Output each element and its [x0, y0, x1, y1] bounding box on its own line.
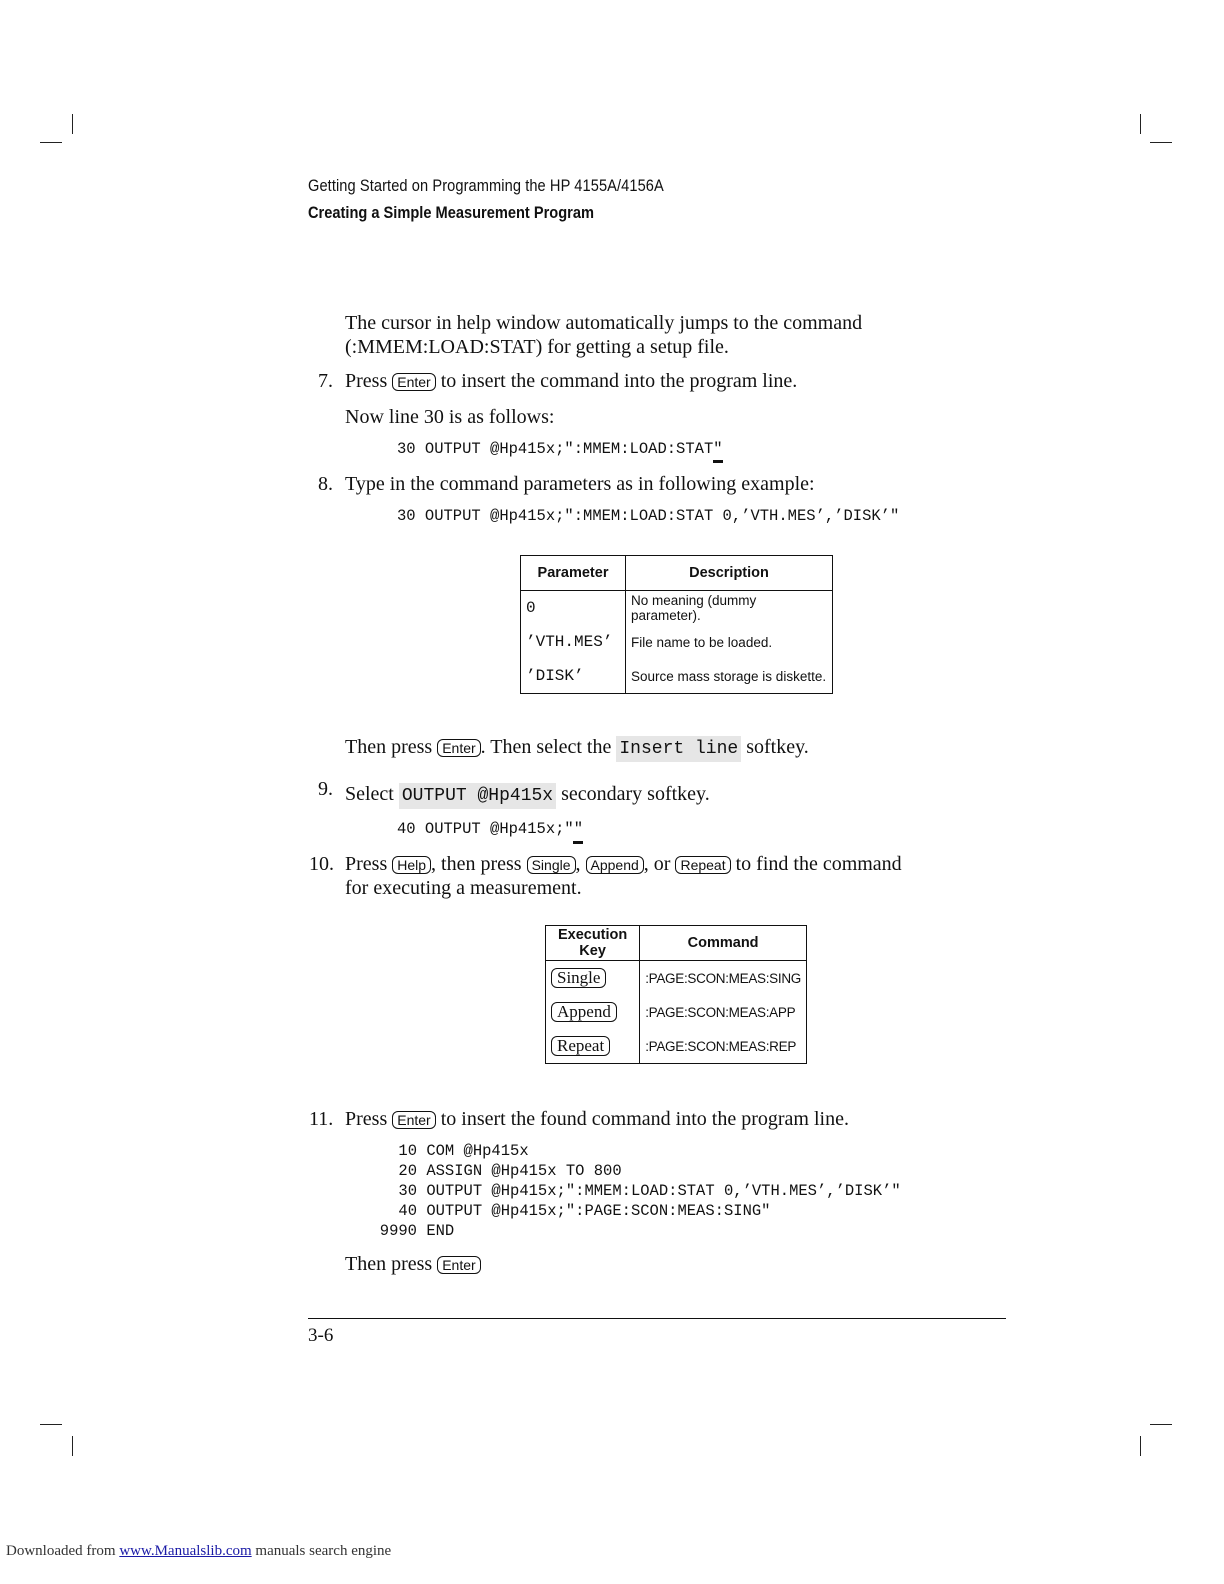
key-cell: [546, 995, 640, 1029]
step-8-code: 30 OUTPUT @Hp415x;":MMEM:LOAD:STAT 0,’VTH.MES’,’DISK’": [397, 507, 900, 525]
insert-line-softkey: Insert line: [616, 736, 741, 762]
then-press-insert-line: [345, 735, 809, 762]
program-listing: [370, 1141, 901, 1241]
key-cell: [546, 1029, 640, 1064]
table-row: [521, 625, 833, 659]
program-line: [370, 1201, 901, 1221]
help-key: Help: [392, 856, 431, 874]
step-11-press: Press: [345, 1108, 388, 1130]
running-header-chapter: Getting Started on Programming the HP 4155A/4156A: [308, 176, 664, 195]
header-command: Command: [640, 926, 807, 961]
execution-key-table: [545, 925, 807, 1064]
step-10-line-2: for executing a measurement.: [345, 877, 582, 899]
step-10-number: 10.: [309, 853, 334, 875]
single-key: Single: [551, 968, 606, 988]
command-cell: :PAGE:SCON:MEAS:SING: [645, 970, 801, 986]
enter-key: Enter: [437, 1256, 480, 1274]
then-text-b: . Then select the: [480, 736, 612, 758]
param-cell: ’DISK’: [521, 659, 626, 694]
repeat-key: Repeat: [675, 856, 730, 874]
execution-table-header: [546, 926, 807, 961]
footer-rule: [308, 1318, 1006, 1319]
line-number: 40: [398, 1202, 417, 1220]
command-cell: :PAGE:SCON:MEAS:REP: [645, 1038, 797, 1054]
manualslib-link[interactable]: www.Manualslib.com: [119, 1543, 252, 1559]
intro-line-2: (:MMEM:LOAD:STAT) for getting a setup file.: [345, 336, 729, 358]
step-7-press: Press: [345, 370, 388, 392]
line-statement: COM @Hp415x: [426, 1142, 529, 1160]
program-line: [370, 1161, 901, 1181]
table-row: [546, 1029, 807, 1064]
then-text-a: Then press: [345, 736, 433, 758]
desc-cell: Source mass storage is diskette.: [631, 668, 827, 684]
page-number: 3-6: [308, 1325, 334, 1346]
crop-mark-br-v: [1140, 1436, 1141, 1456]
then-press-enter: [345, 1252, 481, 1276]
footer-suffix: manuals search engine: [255, 1543, 392, 1559]
line-number: 20: [398, 1162, 417, 1180]
step-7-rest: to insert the command into the program line.: [440, 370, 798, 392]
step-10-or: , or: [643, 853, 671, 875]
desc-cell: No meaning (dummy parameter).: [631, 593, 757, 623]
step-8-text: Type in the command parameters as in following example:: [345, 473, 815, 495]
step-7-number: 7.: [318, 370, 333, 392]
crop-mark-bl-h: [40, 1424, 62, 1425]
append-key: Append: [586, 856, 644, 874]
enter-key: Enter: [392, 1111, 435, 1129]
then-text-c: softkey.: [746, 736, 809, 758]
line-statement: OUTPUT @Hp415x;":MMEM:LOAD:STAT 0,’VTH.MES’,’DISK’": [426, 1182, 901, 1200]
line-number: 10: [398, 1142, 417, 1160]
line-number: 30: [398, 1182, 417, 1200]
table-row: [546, 961, 807, 996]
step-11-number: 11.: [309, 1108, 334, 1130]
step-7-text: [345, 369, 797, 393]
download-footer: [6, 1543, 391, 1560]
crop-mark-br-h: [1150, 1424, 1172, 1425]
text-cursor-2: [573, 841, 583, 844]
table-row: [546, 995, 807, 1029]
step-9-select: Select: [345, 783, 394, 805]
append-key: Append: [551, 1002, 617, 1022]
step-10-press: Press: [345, 853, 388, 875]
repeat-key: Repeat: [551, 1036, 610, 1056]
desc-cell: File name to be loaded.: [631, 634, 773, 650]
step-10-then: , then press: [431, 853, 522, 875]
line-number: 9990: [379, 1222, 417, 1240]
param-cell: 0: [521, 591, 626, 626]
program-line: [370, 1141, 901, 1161]
intro-line-1: The cursor in help window automatically jumps to the command: [345, 312, 863, 334]
step-9-number: 9.: [318, 778, 333, 800]
header-description: Description: [626, 556, 833, 591]
then-text: Then press: [345, 1253, 433, 1275]
step-9-text: [345, 782, 710, 809]
enter-key: Enter: [437, 739, 480, 757]
table-row: [521, 591, 833, 626]
parameter-table: [520, 555, 833, 694]
step-9-rest: secondary softkey.: [561, 783, 710, 805]
step-11-text: [345, 1107, 849, 1131]
parameter-table-header: [521, 556, 833, 591]
line-statement: OUTPUT @Hp415x;":PAGE:SCON:MEAS:SING": [426, 1202, 771, 1220]
header-execution-key: Execution Key: [546, 926, 640, 961]
key-cell: [546, 961, 640, 996]
single-key: Single: [527, 856, 576, 874]
step-11-rest: to insert the found command into the program line.: [440, 1108, 849, 1130]
step-10-rest: to find the command: [735, 853, 902, 875]
crop-mark-tl-v: [72, 114, 73, 134]
step-10-text: [345, 852, 902, 876]
footer-prefix: Downloaded from: [6, 1543, 116, 1559]
line-statement: END: [426, 1222, 455, 1240]
program-line: [370, 1181, 901, 1201]
command-cell: :PAGE:SCON:MEAS:APP: [645, 1004, 796, 1020]
crop-mark-tl-h: [40, 142, 62, 143]
text-cursor-1: [713, 460, 723, 463]
program-line: [370, 1221, 901, 1241]
step-8-number: 8.: [318, 473, 333, 495]
header-parameter: Parameter: [521, 556, 626, 591]
step-10-comma: ,: [575, 853, 581, 875]
crop-mark-tr-h: [1150, 142, 1172, 143]
table-row: [521, 659, 833, 694]
step-7-code: 30 OUTPUT @Hp415x;":MMEM:LOAD:STAT": [397, 440, 723, 458]
output-hp415x-softkey: OUTPUT @Hp415x: [399, 783, 556, 809]
crop-mark-tr-v: [1140, 114, 1141, 134]
running-header-section: Creating a Simple Measurement Program: [308, 203, 594, 222]
param-cell: ’VTH.MES’: [521, 625, 626, 659]
line-statement: ASSIGN @Hp415x TO 800: [426, 1162, 622, 1180]
step-9-code: 40 OUTPUT @Hp415x;"": [397, 820, 584, 838]
enter-key: Enter: [392, 373, 435, 391]
crop-mark-bl-v: [72, 1436, 73, 1456]
step-7-now-text: Now line 30 is as follows:: [345, 406, 555, 428]
